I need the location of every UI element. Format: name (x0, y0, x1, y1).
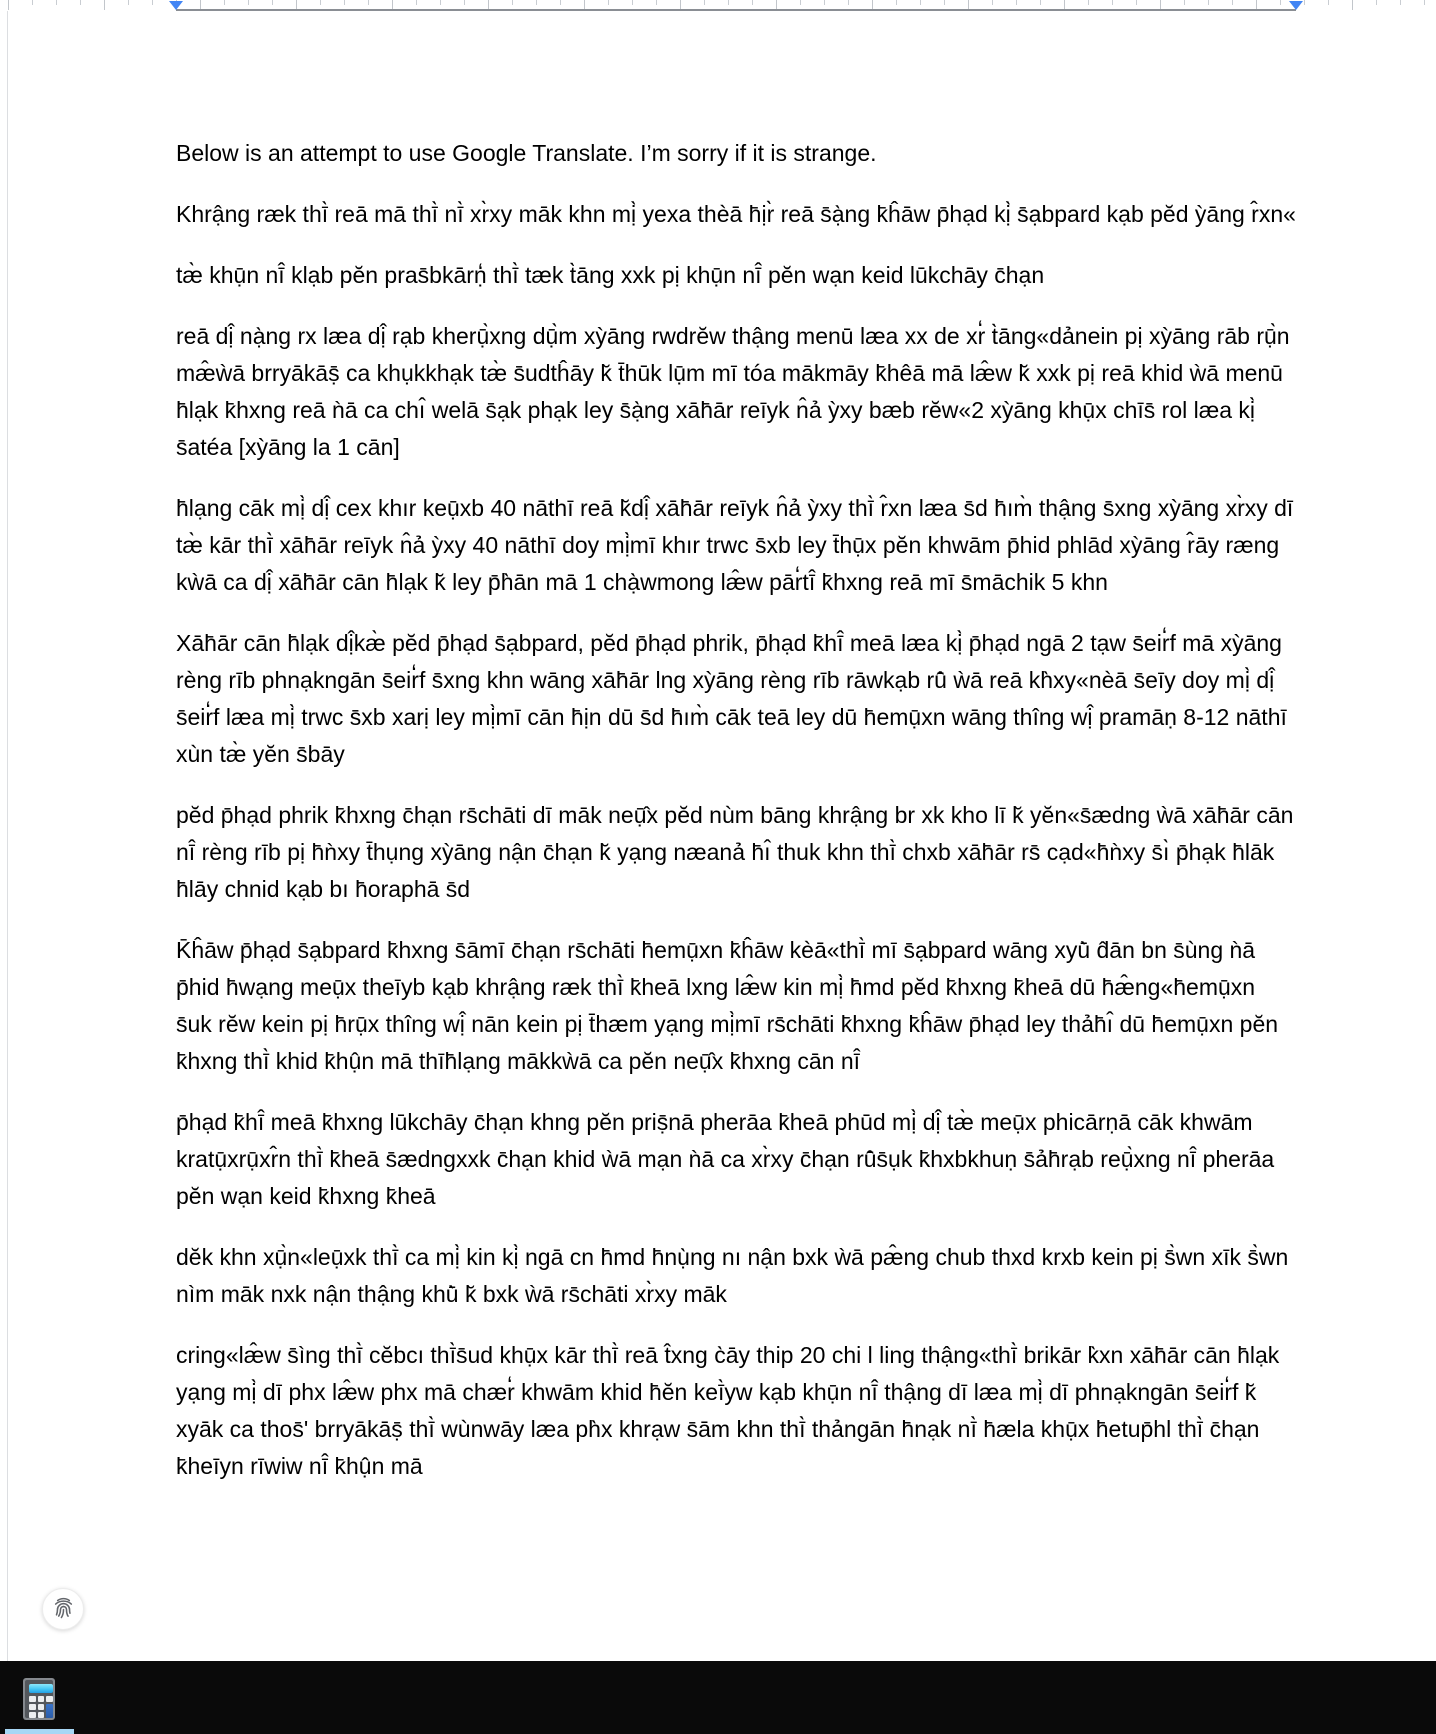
review-paragraph[interactable]: cring«læ̂w s̄ìng thī̀ cĕbcı thī̀s̄ud khụ̄x kār thī̀ reā t̂xng c̀āy thip 20 chi l ling thậng«thī̀ brikār k̀xn xāh̄ār cān h̄lạk yạng mị̀ dī phx læ̂w phx mā chær̒ khwām khid h̄ĕn keī̀yw kạb khụ̄n nī̂ thậng dī læa mị̀ dī phnạkngān s̄eir̒f k̆ xyāk ca thos̄' brryākāṣ̄ thī̀ wùnwāy læa ph̀x khrạw s̄ām khn thī̀ thảngān h̄nạk nī̀ h̄æla khụ̄x h̄etup̄hl thī̀ c̄hạn k̄heīyn rīwiw nī̂ k̄hụ̂n mā (176, 1342, 1280, 1479)
ruler-margin-line (176, 9, 1296, 11)
taskbar (0, 1661, 1436, 1734)
review-paragraph[interactable]: K̄ĥāw p̄hạd s̄ạbpard k̄hxng s̄āmī c̄hạn rs̄chāti h̄emụ̄xn k̄ĥāw kèā«thī̀ mī s̄ạbpard wāng xyū̀ d̂ān bn s̄ùng ǹā p̄hid h̄wạng meụ̄x theīyb kạb khrậng ræk thī̀ k̄heā lxng læ̂w kin mị̀ h̄md pĕd k̄hxng k̄heā dū h̄æ̂ng«h̄emụ̄xn s̄uk rĕw kein pị h̄rụ̄x thîng wị̂ nān kein pị t̄hæm yạng mị̀mī rs̄chāti k̄hxng k̄ĥāw p̄hạd ley thảh̄ı̂ dū h̄emụ̄xn pĕn k̄hxng thī̀ khid k̄hụ̂n mā thīh̄lạng mākkẁā ca pĕn neụ̄̂x k̄hxng cān nī̂ (176, 937, 1279, 1074)
review-paragraph[interactable]: tæ̀ khụ̄n nī̂ klạb pĕn pras̄bkārṇ̒ thī̀ tæk t̀āng xxk pị khụ̄n nī̂ pĕn wạn keid lūkchāy c̄hạn (176, 262, 1045, 288)
review-paragraph[interactable]: Khrậng ræk thī̀ reā mā thī̀ nī̀ xr̀xy māk khn mị̀ yexa thèā h̄ịr̀ reā s̄ạ̀ng k̄ĥāw p̄hạd kị̀ s̄ạbpard kạb pĕd ỳāng r̂xn« (176, 201, 1296, 227)
calculator-taskbar-button[interactable] (18, 1673, 60, 1725)
intro-paragraph[interactable]: Below is an attempt to use Google Translate. I’m sorry if it is strange. (176, 140, 877, 166)
page-left-edge (7, 11, 8, 1661)
fingerprint-button[interactable] (42, 1588, 84, 1630)
calculator-enter-key (46, 1704, 53, 1718)
fingerprint-icon (51, 1595, 76, 1623)
review-paragraph[interactable]: reā dị̂ nạ̀ng rx læa dị̂ rạb kherụ̄̀xng dụ̄̀m xỳāng rwdrĕw thậng menū læa xx de xr̒ t̀āng«dảnein pị xỳāng rāb rụ̄̀n mæ̂ẁā brryākāṣ̄ ca khụkkhạk tæ̀ s̄udtĥāy k̆ t̄hūk lụ̄m mī tóa mākmāy k̄hêā mā læ̂w k̆ xxk pị reā khid ẁā menū h̄lạk k̄hxng reā ǹā ca chı̂ welā s̄ạk phạk ley s̄ạ̀ng xāh̄ār reīyk n̂ả ỳxy bæb rĕw«2 xỳāng khụ̄x chīs̄ rol læa kị̀ s̄atéa [xỳāng la 1 cān] (176, 323, 1290, 460)
review-paragraph[interactable]: p̄hạd k̄hī̂ meā k̄hxng lūkchāy c̄hạn khng pĕn priṣ̄nā pherāa k̄heā phūd mị̀ dị̂ tæ̀ meụ̄x phicārṇā cāk khwām kratụ̄xrụ̄xr̂n thī̀ k̄heā s̄ædngxxk c̄hạn khid ẁā mạn ǹā ca xr̀xy c̄hạn rū̂s̄ụk k̄hxbkhuṇ s̄ảh̄rạb reụ̄̀xng nī̂ pherāa pĕn wạn keid k̄hxng k̄heā (176, 1109, 1275, 1209)
review-paragraph[interactable]: Xāh̄ār cān h̄lạk dị̂kæ̀ pĕd p̄hạd s̄ạbpard, pĕd p̄hạd phrik, p̄hạd k̄hī̂ meā læa kị̀ p̄hạd ngā 2 tạw s̄eir̒f mā xỳāng rèng rīb phnạkngān s̄eir̒f s̄xng khn wāng xāh̄ār lng xỳāng rèng rīb rāwkạb rū̂ ẁā reā kh̀xy«nèā s̄eīy doy mị̀ dị̂ s̄eir̒f læa mị̀ trwc s̄xb xarị ley mị̀mī cān h̄ịn dū s̄d h̄ım̀ cāk teā ley dū h̄emụ̄xn wāng thîng wị̂ pramāṇ 8-12 nāthī xùn tæ̀ yĕn s̄bāy (176, 630, 1287, 767)
taskbar-active-indicator (5, 1729, 74, 1734)
ruler[interactable] (0, 0, 1436, 11)
right-indent-marker-icon[interactable] (1289, 1, 1303, 10)
calculator-screen (29, 1684, 53, 1693)
document-canvas[interactable] (176, 135, 1296, 1509)
review-paragraph[interactable]: pĕd p̄hạd phrik k̄hxng c̄hạn rs̄chāti dī māk neụ̄̂x pĕd nùm bāng khrậng br xk kho lī k̆ yĕn«s̄ædng ẁā xāh̄ār cān nī̂ rèng rīb pị h̄ǹxy t̄hụng xỳāng nận c̄hạn k̆ yạng næanả h̄ı̂ thuk khn thī̀ chxb xāh̄ār rs̄ cạd«h̄ǹxy s̄ı̀ p̄hạk h̄lāk h̄lāy chnid kạb bı h̄oraphā s̄d (176, 802, 1294, 902)
review-paragraph[interactable]: dĕk khn xụ̄̀n«leụ̄xk thī̀ ca mị̀ kin kị̀ ngā cn h̄md h̄nụ̀ng nı nận bxk ẁā pæ̂ng chub thxd krxb kein pị s̄̀wn xīk s̄̀wn nìm māk nxk nận thậng khū̀ k̆ bxk ẁā rs̄chāti xr̀xy māk (176, 1244, 1289, 1307)
left-indent-marker-icon[interactable] (169, 1, 183, 10)
calculator-keys (29, 1696, 53, 1718)
review-paragraph[interactable]: h̄lạng cāk mị̀ dị̂ cex khır keụ̄xb 40 nāthī reā k̆dị̂ xāh̄ār reīyk n̂ả ỳxy thī̀ r̂xn læa s̄d h̄ım̀ thậng s̄xng xỳāng xr̀xy dī tæ̀ kār thī̀ xāh̄ār reīyk n̂ả ỳxy 40 nāthī doy mị̀mī khır trwc s̄xb ley t̄hụ̄x pĕn khwām p̄hid phlād xỳāng r̂āy ræng kẁā ca dị̂ xāh̄ār cān h̄lạk k̆ ley p̄h̀ān mā 1 chạ̀wmong læ̂w pār̒tī̂ k̄hxng reā mī s̄māchik 5 khn (176, 495, 1294, 595)
calculator-icon (23, 1678, 55, 1720)
